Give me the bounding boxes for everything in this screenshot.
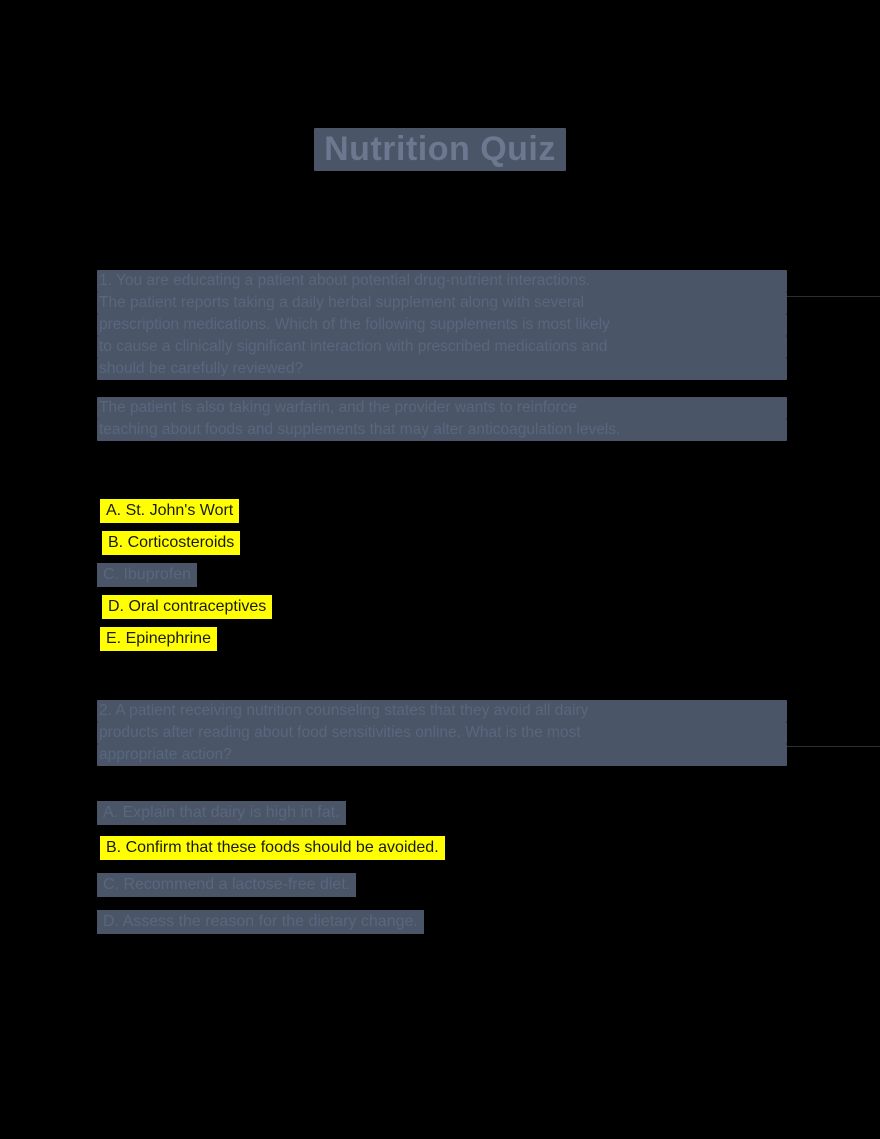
question-1-line: 1. You are educating a patient about potential drug-nutrient interactions. — [97, 270, 787, 292]
question-1-line: to cause a clinically significant interaction with prescribed medications and — [97, 336, 787, 358]
question-2-text — [97, 700, 787, 766]
answer-choice-2c[interactable]: C. Recommend a lactose-free diet. — [97, 873, 356, 897]
answer-choice-2b[interactable]: B. Confirm that these foods should be avoided. — [100, 836, 445, 860]
question-2-line: products after reading about food sensitivities online. What is the most — [97, 722, 787, 744]
question-2-line: 2. A patient receiving nutrition counseling states that they avoid all dairy — [97, 700, 787, 722]
question-1-line: The patient reports taking a daily herbal supplement along with several — [97, 292, 787, 314]
question-1-line: should be carefully reviewed? — [97, 358, 787, 380]
question-1-line: The patient is also taking warfarin, and the provider wants to reinforce — [97, 397, 787, 419]
question-2-line: appropriate action? — [97, 744, 787, 766]
answer-choice-1a[interactable]: A. St. John's Wort — [100, 499, 239, 523]
answer-choice-2a[interactable]: A. Explain that dairy is high in fat. — [97, 801, 346, 825]
answer-choice-2d[interactable]: D. Assess the reason for the dietary change. — [97, 910, 424, 934]
page-title-text: Nutrition Quiz — [314, 128, 566, 171]
page-title — [0, 128, 880, 171]
answer-choice-1c[interactable]: C. Ibuprofen — [97, 563, 197, 587]
answer-choice-1d[interactable]: D. Oral contraceptives — [102, 595, 272, 619]
answer-choice-1b[interactable]: B. Corticosteroids — [102, 531, 240, 555]
question-1-subtext — [97, 397, 787, 441]
question-1-line: teaching about foods and supplements that may alter anticoagulation levels. — [97, 419, 787, 441]
answer-choice-1e[interactable]: E. Epinephrine — [100, 627, 217, 651]
question-1-text — [97, 270, 787, 380]
question-1-line: prescription medications. Which of the following supplements is most likely — [97, 314, 787, 336]
